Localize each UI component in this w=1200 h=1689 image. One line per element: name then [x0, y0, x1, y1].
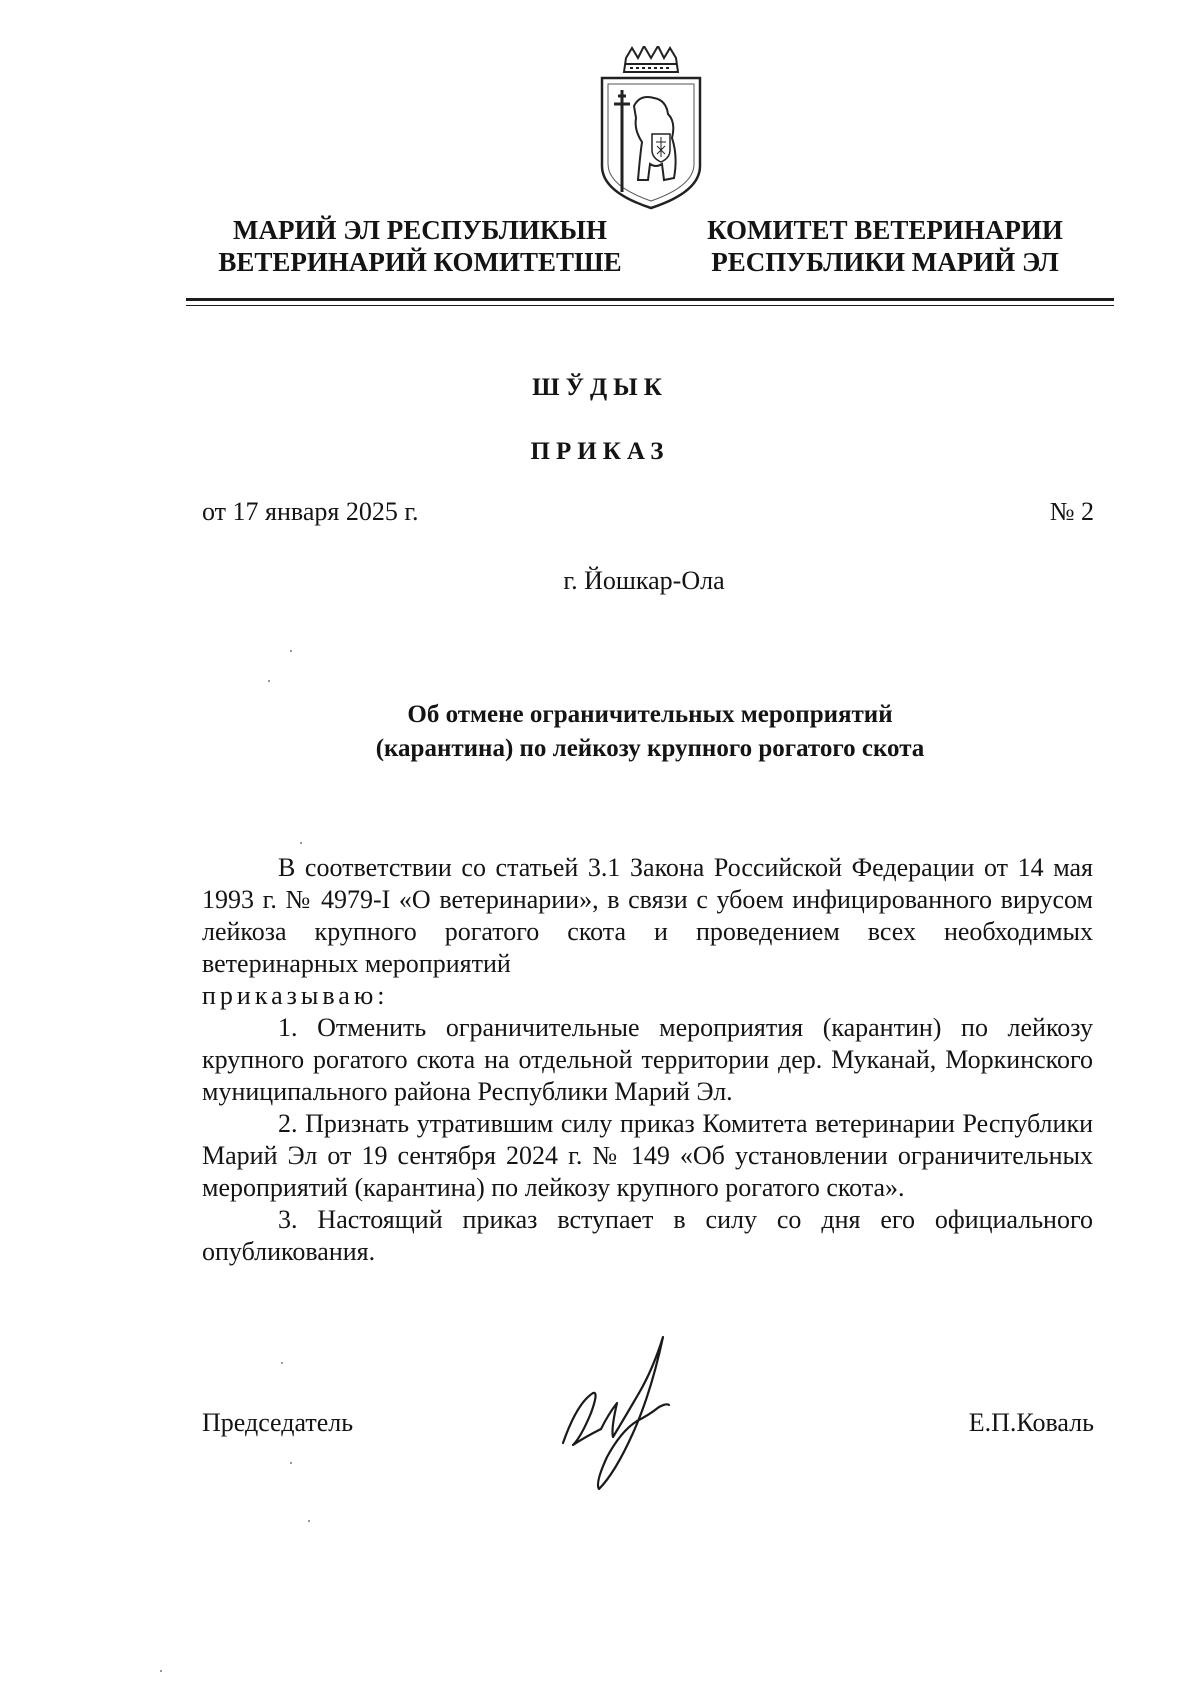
- header-mari-name: [200, 214, 640, 278]
- header-mari-line2: ВЕТЕРИНАРИЙ КОМИТЕТШЕ: [218, 247, 622, 277]
- body-item-3: 3. Настоящий приказ вступает в силу со дня его официального опубликования.: [202, 1205, 1093, 1266]
- header-russian-line1: КОМИТЕТ ВЕТЕРИНАРИИ: [707, 215, 1063, 245]
- title-line1: Об отмене ограничительных мероприятий: [407, 701, 893, 728]
- doc-type-russian: ПРИКАЗ: [530, 438, 670, 465]
- header-russian-line2: РЕСПУБЛИКИ МАРИЙ ЭЛ: [711, 247, 1059, 277]
- signatory-position: Председатель: [202, 1408, 354, 1437]
- coat-of-arms-emblem: [596, 46, 706, 212]
- title-line2: (карантина) по лейкозу крупного рогатого скота: [375, 735, 925, 762]
- doc-type-mari: ШЎДЫК: [532, 374, 668, 401]
- document-title: [200, 698, 1100, 766]
- body-order-word: приказываю:: [202, 981, 389, 1010]
- scan-speck: [290, 650, 292, 652]
- document-city: г. Йошкар-Ола: [563, 566, 725, 595]
- body-item-1: 1. Отменить ограничительные мероприятия (карантин) по лейкозу крупного рогатого скота на отдельной территории дер. Муканай, Моркинского муниципального района Республики Марий Эл.: [202, 1013, 1093, 1106]
- header-divider-thin: [186, 305, 1114, 306]
- document-date: от 17 января 2025 г.: [202, 497, 419, 526]
- scan-speck: [308, 1520, 310, 1522]
- body-preamble: В соответствии со статьей 3.1 Закона Российской Федерации от 14 мая 1993 г. № 4979-I «О ветеринарии», в связи с убоем инфицированного вирусом лейкоза крупного рогатого скота и проведением всех необходимых ветеринарных мероприятий: [202, 853, 1093, 978]
- document-body: [202, 852, 1093, 1268]
- signatory-name: Е.П.Коваль: [968, 1408, 1094, 1437]
- document-number: № 2: [1049, 497, 1094, 526]
- header-mari-line1: МАРИЙ ЭЛ РЕСПУБЛИКЫН: [233, 215, 607, 245]
- scan-speck: [281, 1362, 283, 1364]
- body-item-2: 2. Признать утратившим силу приказ Комитета ветеринарии Республики Марий Эл от 19 сентября 2024 г. № 149 «Об установлении ограничительных мероприятий (карантина) по лейкозу крупного рогатого скота».: [202, 1109, 1093, 1202]
- scan-speck: [290, 1462, 292, 1464]
- scan-speck: [268, 680, 270, 682]
- scan-speck: [300, 842, 302, 844]
- scan-speck: [160, 1670, 162, 1672]
- header-divider-thick: [186, 298, 1114, 301]
- handwritten-signature: [555, 1333, 705, 1493]
- header-russian-name: [680, 214, 1090, 278]
